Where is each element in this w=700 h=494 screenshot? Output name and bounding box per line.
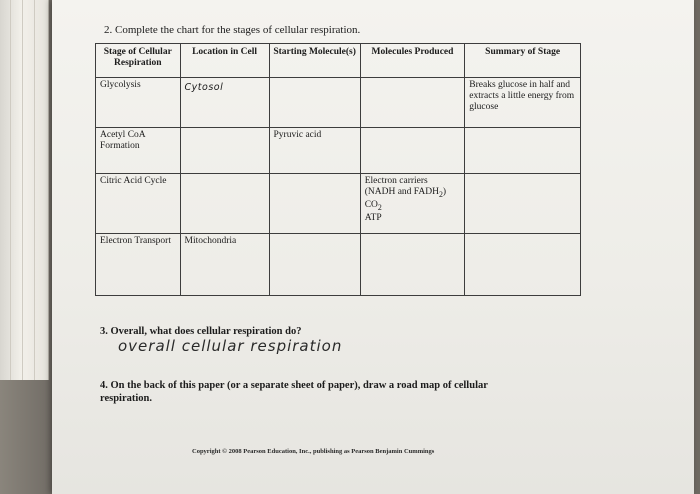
row-electron-transport <box>96 234 581 296</box>
cell-stage-acetyl-coa: Acetyl CoA Formation <box>96 128 181 174</box>
cell-starting-acetyl-coa: Pyruvic acid <box>269 128 360 174</box>
cell-starting-glycolysis[interactable] <box>269 78 360 128</box>
page-edge <box>22 0 23 380</box>
cell-location-glycolysis[interactable]: Cytosol <box>180 78 269 128</box>
question-3: 3. Overall, what does cellular respiration do? <box>100 326 302 337</box>
subscript-2: 2 <box>377 202 382 212</box>
header-molecules-produced: Molecules Produced <box>360 44 465 78</box>
paren-close: ) <box>442 187 447 197</box>
cell-summary-electron-transport[interactable] <box>465 234 581 296</box>
page-edge <box>10 0 11 380</box>
page-edge <box>34 0 35 380</box>
cell-molecules-acetyl-coa[interactable] <box>360 128 465 174</box>
row-glycolysis <box>96 78 581 128</box>
book-pages <box>0 0 49 380</box>
header-summary: Summary of Stage <box>465 44 581 78</box>
cell-location-citric-acid[interactable] <box>180 174 269 234</box>
chart-header-row <box>96 44 581 78</box>
cell-starting-citric-acid[interactable] <box>269 174 360 234</box>
subscript-2: 2 <box>438 189 443 199</box>
cell-stage-electron-transport: Electron Transport <box>96 234 181 296</box>
respiration-chart <box>95 43 581 296</box>
cell-summary-glycolysis: Breaks glucose in half and extracts a little energy from glucose <box>465 78 581 128</box>
molecules-atp: ATP <box>364 212 382 223</box>
cell-location-electron-transport: Mitochondria <box>180 234 269 296</box>
header-starting-molecules: Starting Molecule(s) <box>269 44 360 78</box>
question-2-heading: 2. Complete the chart for the stages of cellular respiration. <box>104 24 361 36</box>
cell-summary-acetyl-coa[interactable] <box>465 128 581 174</box>
cell-stage-citric-acid: Citric Acid Cycle <box>96 174 181 234</box>
cell-molecules-glycolysis[interactable] <box>360 78 465 128</box>
cell-stage-glycolysis: Glycolysis <box>96 78 181 128</box>
header-location: Location in Cell <box>180 44 269 78</box>
cell-summary-citric-acid[interactable] <box>465 174 581 234</box>
row-citric-acid <box>96 174 581 234</box>
answer-3-handwritten[interactable]: overall cellular respiration <box>118 337 343 355</box>
molecules-electron-carriers: Electron carriers (NADH and FADH <box>364 176 439 197</box>
molecules-co2: CO <box>364 199 378 210</box>
header-stage: Stage of Cellular Respiration <box>96 44 181 78</box>
copyright-notice: Copyright © 2008 Pearson Education, Inc., publishing as Pearson Benjamin Cummings <box>192 448 435 455</box>
row-acetyl-coa <box>96 128 581 174</box>
cell-location-acetyl-coa[interactable] <box>180 128 269 174</box>
cell-starting-electron-transport[interactable] <box>269 234 360 296</box>
cell-molecules-citric-acid <box>360 174 465 234</box>
cell-molecules-electron-transport[interactable] <box>360 234 465 296</box>
question-4: 4. On the back of this paper (or a separate sheet of paper), draw a road map of cellular respiration. <box>100 380 488 404</box>
